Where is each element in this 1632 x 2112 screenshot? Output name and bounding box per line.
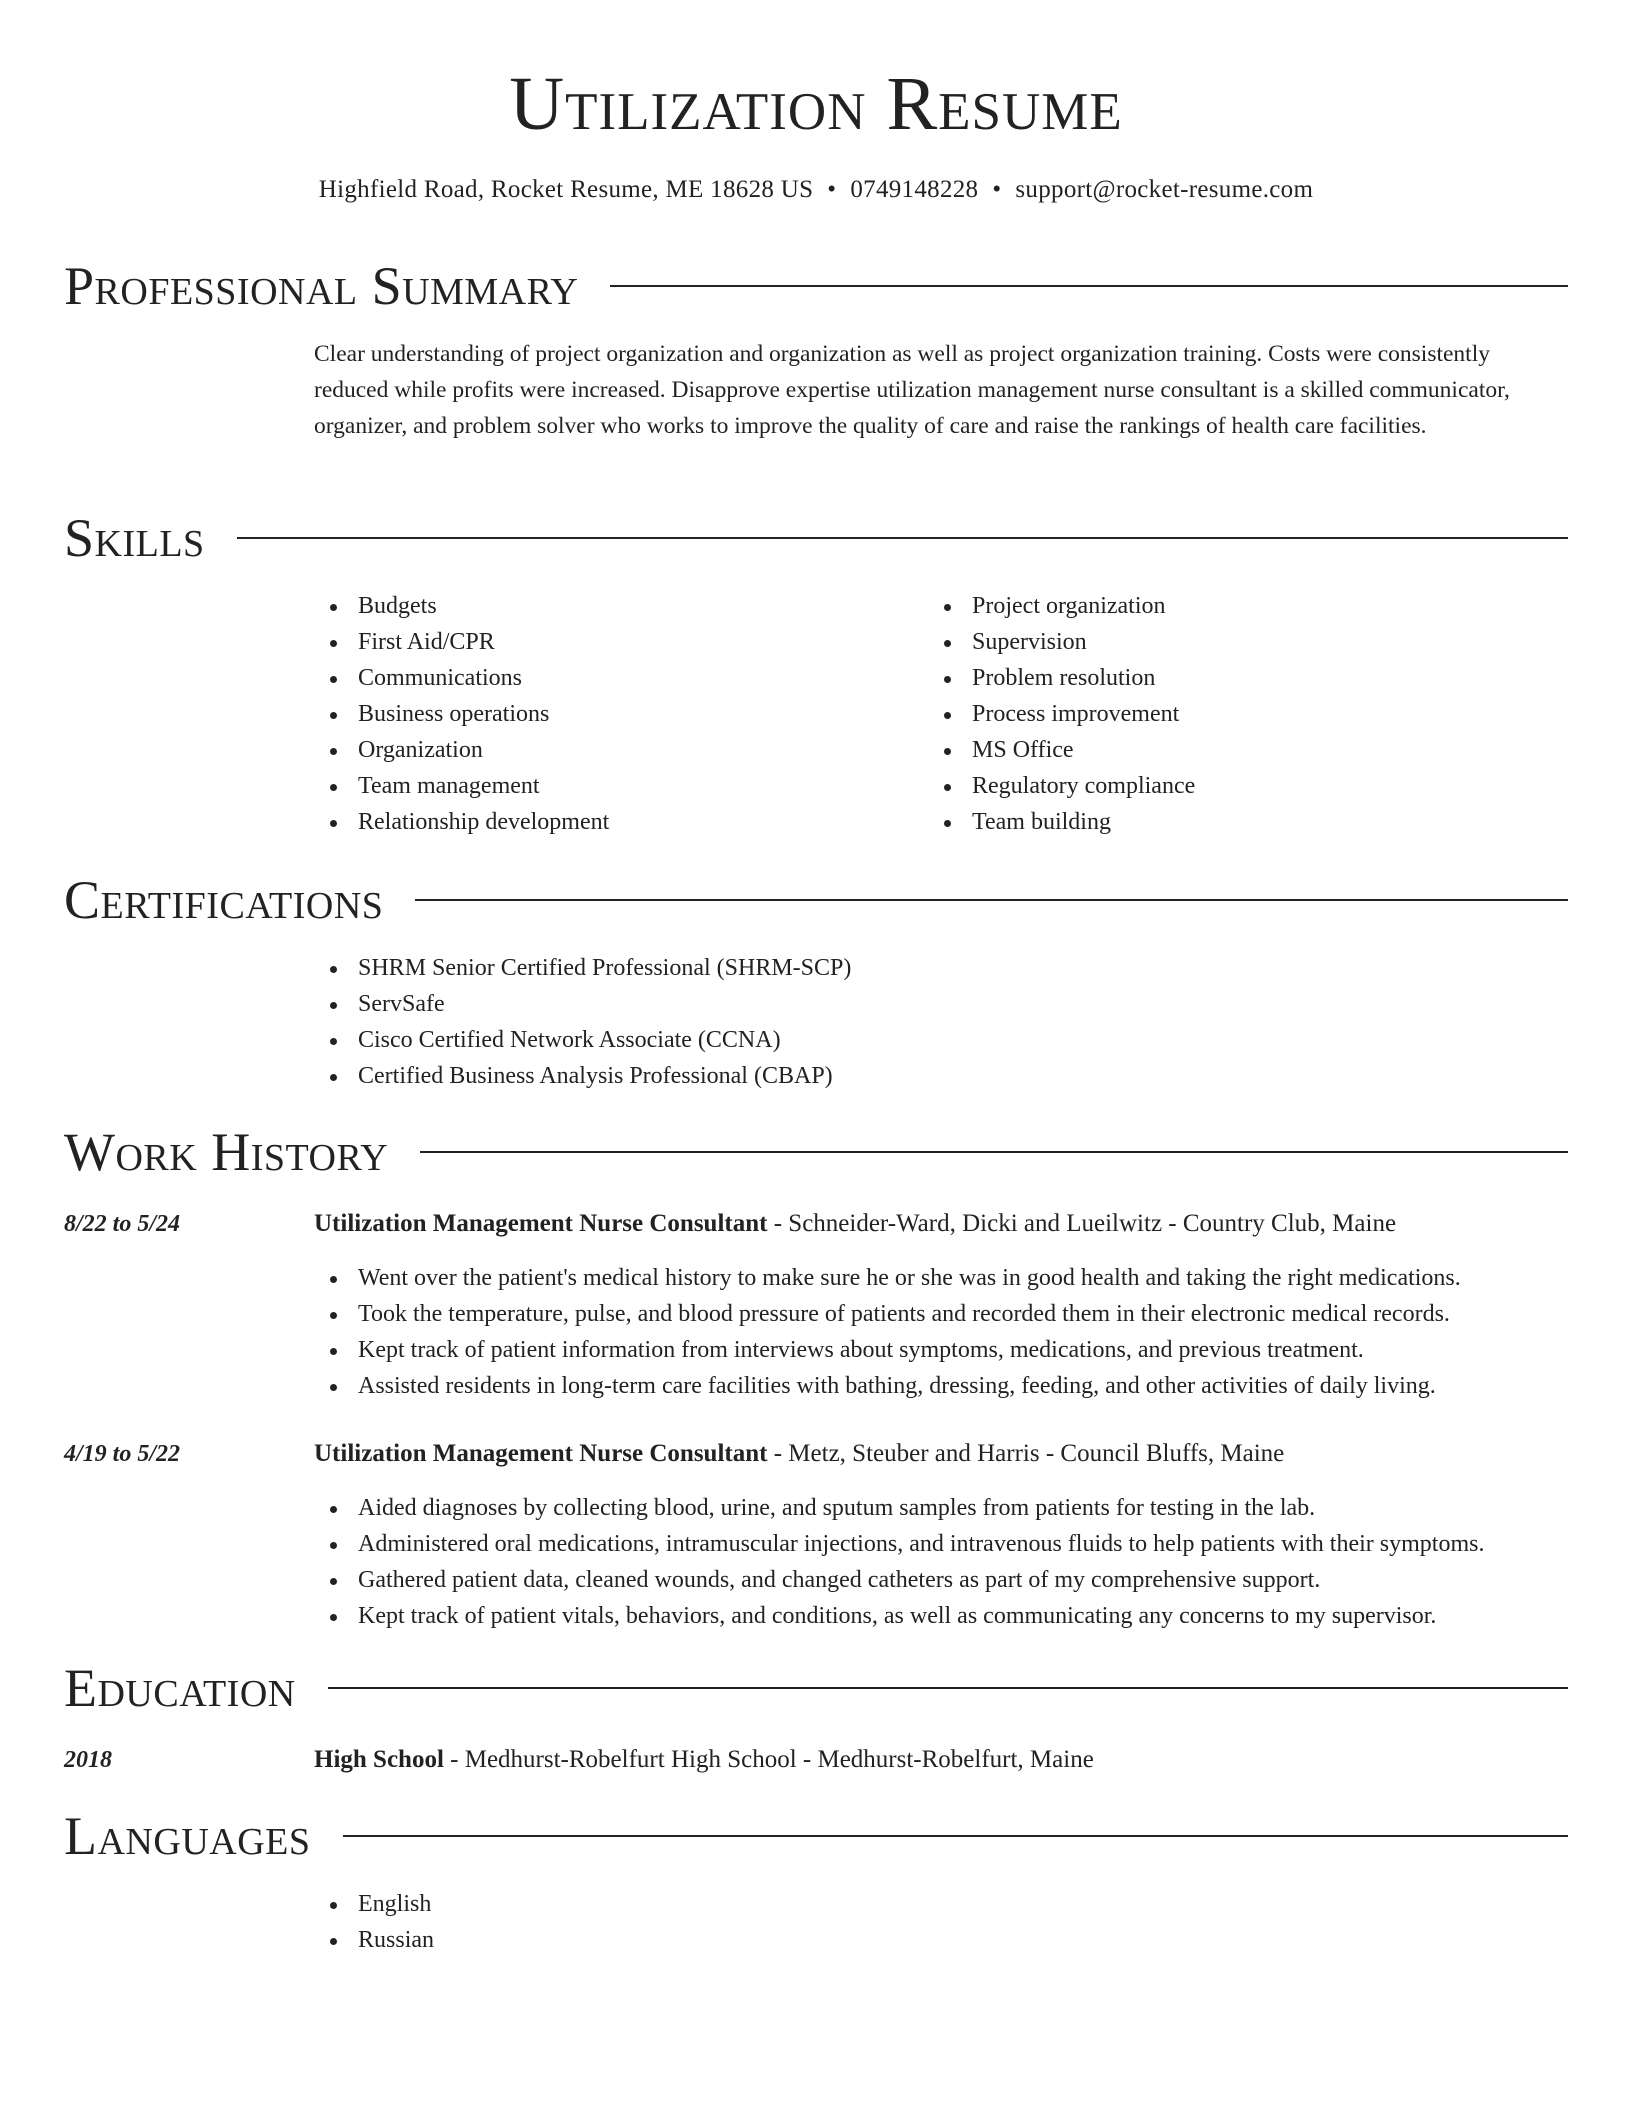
job-heading (314, 1436, 1284, 1472)
section-header-skills (64, 508, 1568, 568)
skill-item: First Aid/CPR (314, 624, 609, 660)
certification-item: Cisco Certified Network Associate (CCNA) (314, 1022, 851, 1058)
contact-separator: • (827, 176, 837, 203)
section-title-languages: Languages (64, 1806, 311, 1866)
section-header-certifications (64, 870, 1568, 930)
section-divider (415, 899, 1568, 901)
section-header-education (64, 1658, 1568, 1718)
skill-item: Team building (928, 804, 1195, 840)
skills-list-left (314, 588, 609, 840)
resume-title: Utilization Resume (509, 62, 1123, 146)
skill-item: Regulatory compliance (928, 768, 1195, 804)
job-bullets (314, 1490, 1484, 1634)
section-header-work-history (64, 1122, 1568, 1182)
section-header-summary (64, 256, 1568, 316)
section-title-work-history: Work History (64, 1122, 389, 1182)
job-title: Utilization Management Nurse Consultant (314, 1210, 768, 1237)
job-bullets (314, 1260, 1461, 1404)
education-degree: High School (314, 1746, 444, 1773)
summary-text: Clear understanding of project organization and organization as well as project organization training. Costs were consistently reduced while profits were increased. Disapprove expertise utilization management nurse consultant is a skilled communicator, organizer, and problem solver who works to improve the quality of care and raise the rankings of health care facilities. (314, 341, 1510, 439)
job-dates: 4/19 to 5/22 (64, 1441, 181, 1467)
languages-list (314, 1886, 434, 1958)
job-dates: 8/22 to 5/24 (64, 1211, 181, 1237)
job-bullet: Assisted residents in long-term care facilities with bathing, dressing, feeding, and other activities of daily living. (314, 1368, 1461, 1404)
job-heading (314, 1206, 1396, 1242)
language-item: Russian (314, 1922, 434, 1958)
contact-separator: • (992, 176, 1002, 203)
contact-line (0, 174, 1632, 206)
contact-address: Highfield Road, Rocket Resume, ME 18628 US (318, 176, 814, 203)
job-bullet: Went over the patient's medical history to make sure he or she was in good health and taking the right medications. (314, 1260, 1461, 1296)
job-bullet: Administered oral medications, intramuscular injections, and intravenous fluids to help patients with their symptoms. (314, 1526, 1484, 1562)
section-title-certifications: Certifications (64, 870, 384, 930)
certification-item: SHRM Senior Certified Professional (SHRM-SCP) (314, 950, 851, 986)
education-school: - Medhurst-Robelfurt High School - Medhurst-Robelfurt, Maine (443, 1746, 1094, 1773)
section-title-education: Education (64, 1658, 296, 1718)
section-header-languages (64, 1806, 1568, 1866)
skill-item: Budgets (314, 588, 609, 624)
job-employer: - Metz, Steuber and Harris - Council Bluffs, Maine (767, 1440, 1285, 1467)
skill-item: MS Office (928, 732, 1195, 768)
skill-item: Organization (314, 732, 609, 768)
section-divider (343, 1835, 1569, 1837)
skill-item: Project organization (928, 588, 1195, 624)
education-year: 2018 (64, 1747, 112, 1773)
skill-item: Problem resolution (928, 660, 1195, 696)
job-bullet: Kept track of patient vitals, behaviors, and conditions, as well as communicating any concerns to my supervisor. (314, 1598, 1484, 1634)
education-entry (314, 1742, 1094, 1778)
job-employer: - Schneider-Ward, Dicki and Lueilwitz - Country Club, Maine (767, 1210, 1397, 1237)
job-bullet: Aided diagnoses by collecting blood, urine, and sputum samples from patients for testing in the lab. (314, 1490, 1484, 1526)
skill-item: Business operations (314, 696, 609, 732)
certification-item: Certified Business Analysis Professional (CBAP) (314, 1058, 851, 1094)
skill-item: Supervision (928, 624, 1195, 660)
section-divider (420, 1151, 1568, 1153)
job-bullet: Gathered patient data, cleaned wounds, and changed catheters as part of my comprehensive support. (314, 1562, 1484, 1598)
section-divider (237, 537, 1568, 539)
contact-email[interactable]: support@rocket-resume.com (1015, 176, 1314, 203)
skill-item: Relationship development (314, 804, 609, 840)
section-divider (610, 285, 1568, 287)
job-bullet: Took the temperature, pulse, and blood pressure of patients and recorded them in their electronic medical records. (314, 1296, 1461, 1332)
skill-item: Process improvement (928, 696, 1195, 732)
skill-item: Team management (314, 768, 609, 804)
contact-phone: 0749148228 (850, 176, 979, 203)
job-bullet: Kept track of patient information from interviews about symptoms, medications, and previous treatment. (314, 1332, 1461, 1368)
language-item: English (314, 1886, 434, 1922)
skills-list-right (928, 588, 1195, 840)
certifications-list (314, 950, 851, 1094)
skill-item: Communications (314, 660, 609, 696)
section-divider (328, 1687, 1568, 1689)
section-title-skills: Skills (64, 508, 205, 568)
certification-item: ServSafe (314, 986, 851, 1022)
job-title: Utilization Management Nurse Consultant (314, 1440, 768, 1467)
section-title-summary: Professional Summary (64, 256, 579, 316)
